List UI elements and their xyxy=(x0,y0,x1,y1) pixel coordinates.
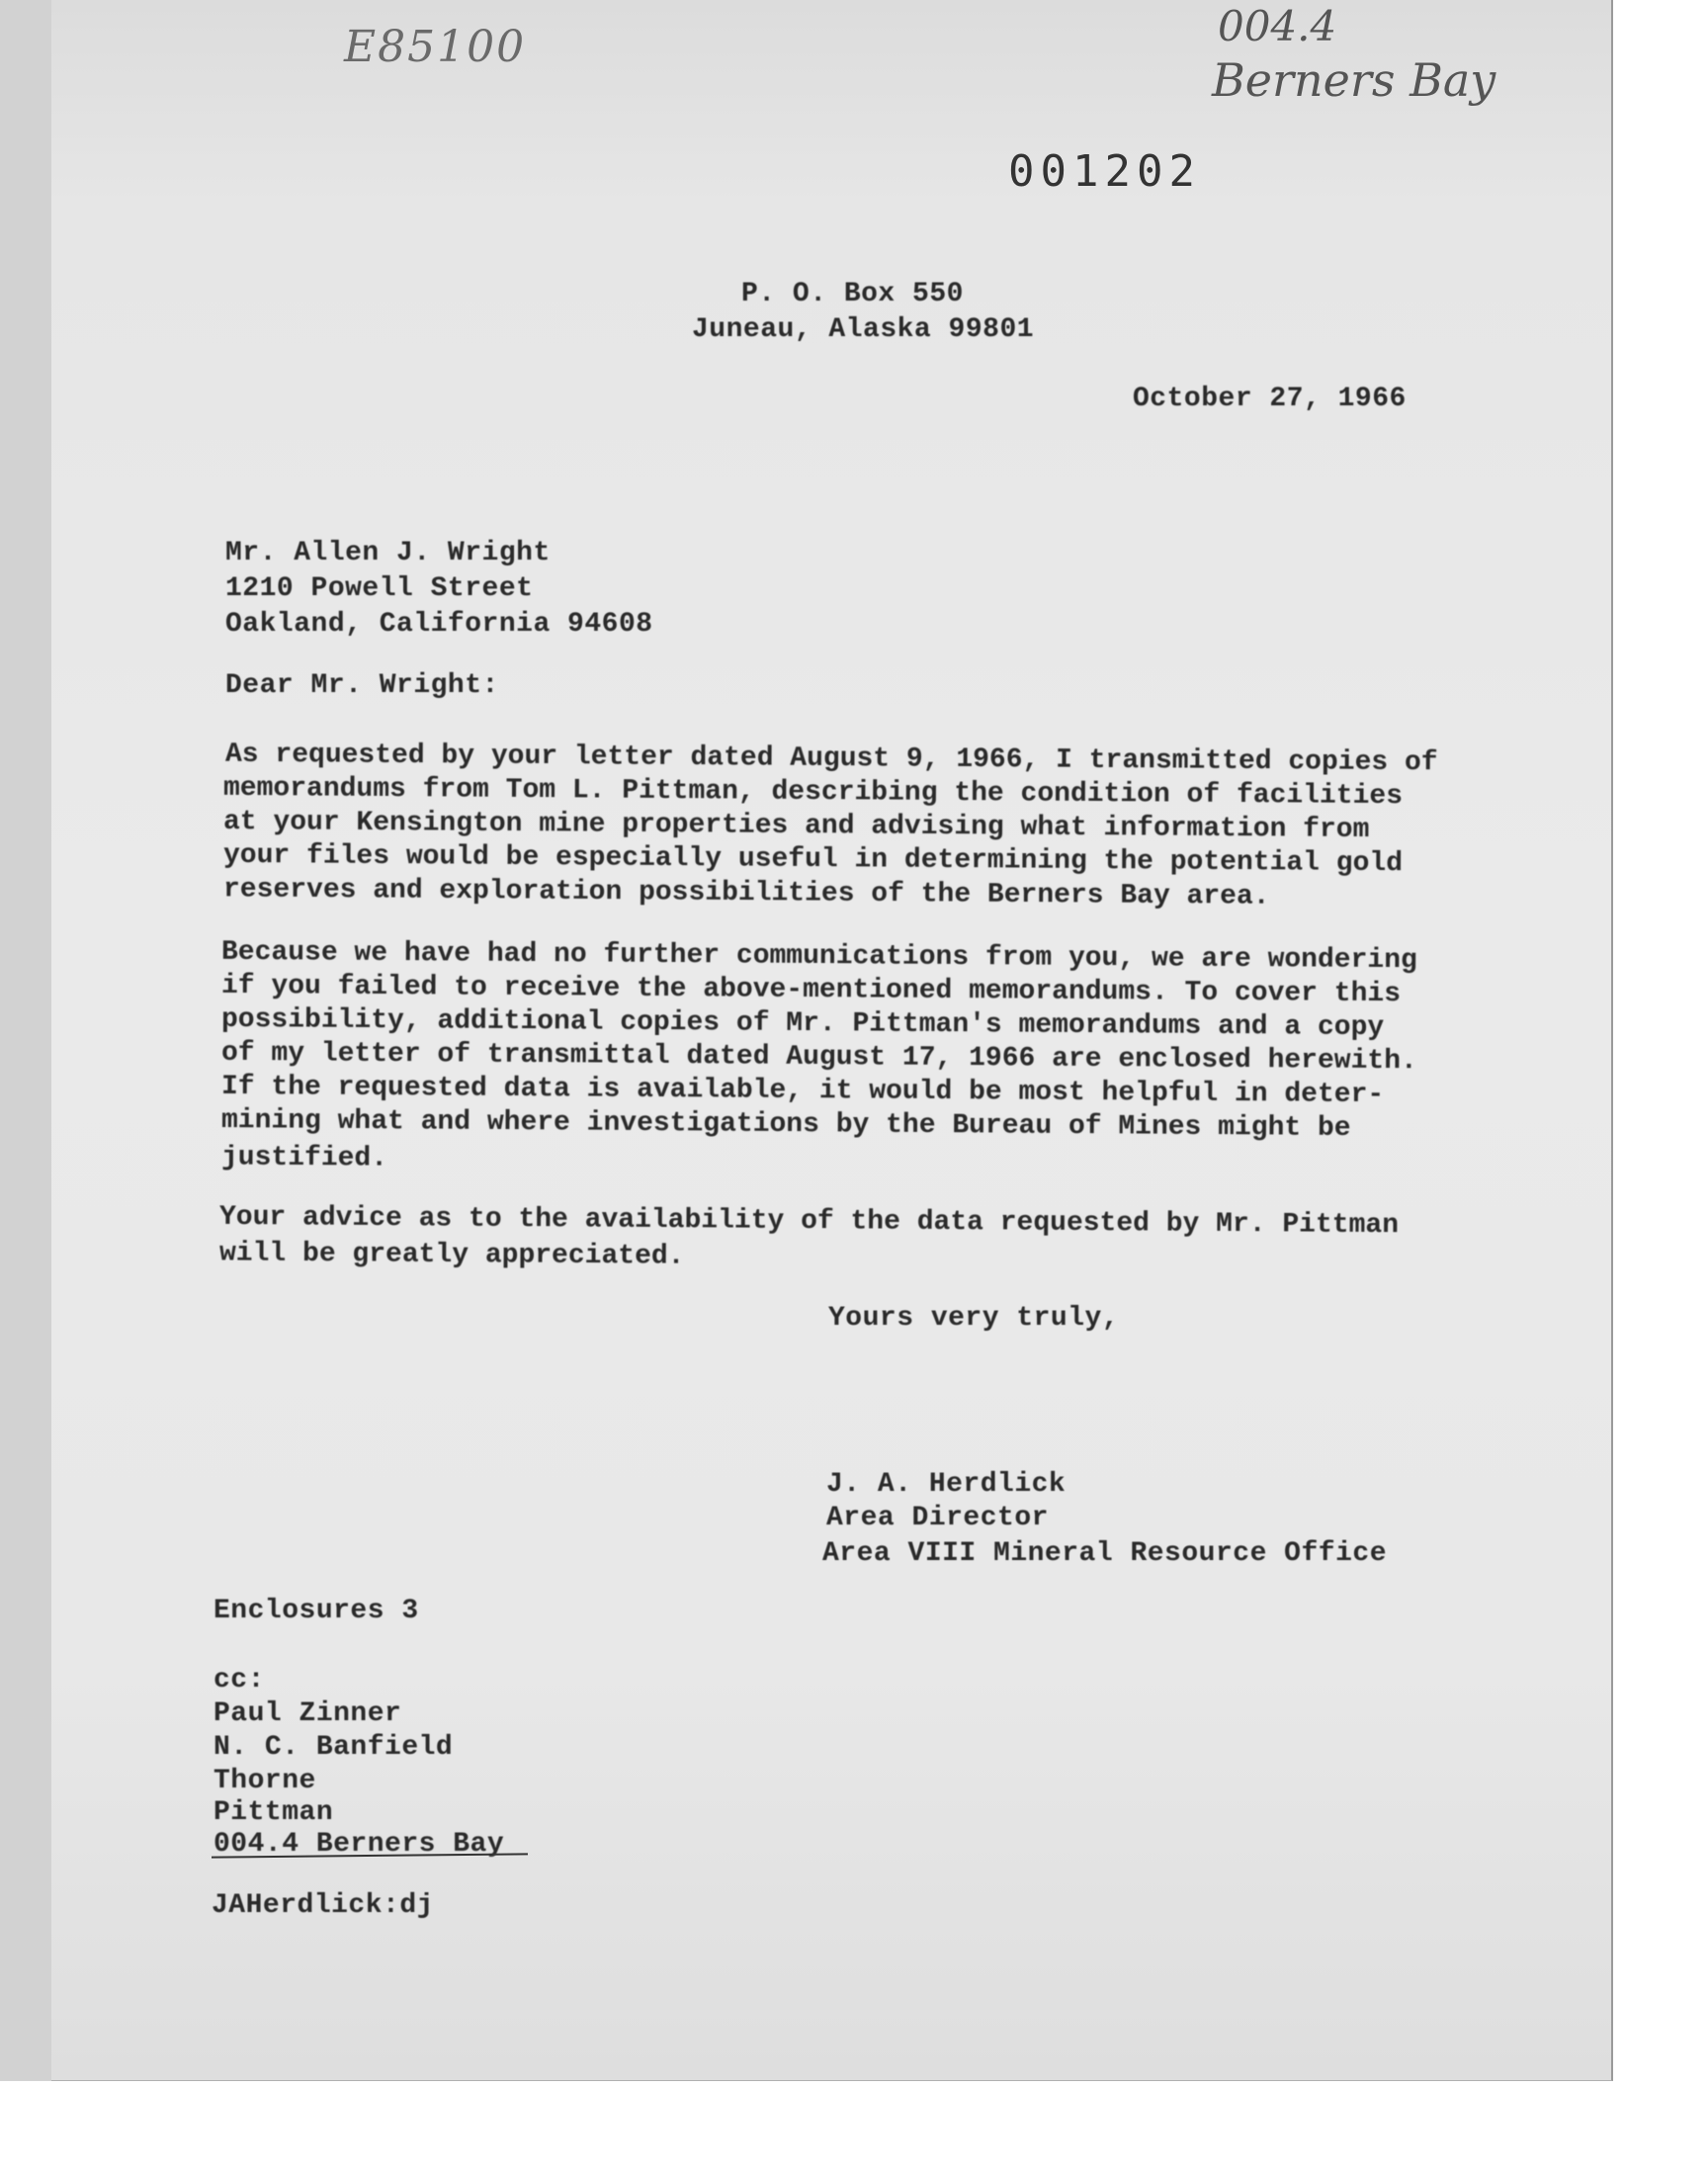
document-stamp-number: 001202 xyxy=(1008,146,1201,197)
recipient-name: Mr. Allen J. Wright xyxy=(225,538,551,568)
closing: Yours very truly, xyxy=(828,1303,1120,1334)
paragraph-1-line: at your Kensington mine properties and advising what information from xyxy=(222,806,1370,846)
paragraph-1-line: As requested by your letter dated August 9, 1966, I transmitted copies of xyxy=(224,739,1438,779)
recipient-city: Oakland, California 94608 xyxy=(225,609,653,640)
cc-label: cc: xyxy=(214,1665,265,1696)
enclosures-note: Enclosures 3 xyxy=(214,1596,419,1626)
handwritten-file-number: E85100 xyxy=(344,22,527,72)
paragraph-3-line: will be greatly appreciated. xyxy=(218,1238,685,1272)
cc-recipient: Thorne xyxy=(214,1766,316,1796)
signer-name: J. A. Herdlick xyxy=(826,1469,1067,1500)
paragraph-1-line: memorandums from Tom L. Pittman, describing the condition of facilities xyxy=(222,772,1404,813)
cc-recipient: Pittman xyxy=(214,1797,334,1828)
handwritten-file-code: 004.4 xyxy=(1218,2,1337,50)
signer-office: Area VIII Mineral Resource Office xyxy=(822,1538,1387,1569)
cc-recipient: Paul Zinner xyxy=(214,1698,402,1729)
cc-recipient: 004.4 Berners Bay xyxy=(214,1829,505,1860)
paragraph-2-line: of my letter of transmittal dated August 17, 1966 are enclosed herewith. xyxy=(220,1037,1417,1078)
handwritten-file-label: Berners Bay xyxy=(1212,53,1496,107)
paragraph-2-line: possibility, additional copies of Mr. Pittman's memorandums and a copy xyxy=(220,1003,1385,1044)
paragraph-3-line: Your advice as to the availability of the data requested by Mr. Pittman xyxy=(218,1201,1400,1242)
paragraph-2-line: mining what and where investigations by the Bureau of Mines might be xyxy=(220,1105,1351,1144)
signer-title: Area Director xyxy=(826,1503,1049,1533)
letterhead-po-box: P. O. Box 550 xyxy=(741,279,964,309)
typist-initials: JAHerdlick:dj xyxy=(212,1890,434,1921)
paragraph-1-line: your files would be especially useful in determining the potential gold xyxy=(222,839,1404,880)
cc-recipient: N. C. Banfield xyxy=(214,1732,454,1763)
paragraph-2-line: If the requested data is available, it would be most helpful in deter- xyxy=(220,1071,1385,1111)
paragraph-1-line: reserves and exploration possibilities of the Berners Bay area. xyxy=(222,874,1270,913)
paragraph-2-line: if you failed to receive the above-mentioned memorandums. To cover this xyxy=(220,970,1402,1010)
paragraph-2-line: justified. xyxy=(220,1142,388,1174)
salutation: Dear Mr. Wright: xyxy=(225,670,499,701)
paragraph-2-line: Because we have had no further communications from you, we are wondering xyxy=(220,936,1417,977)
page-shadow-edge xyxy=(0,0,55,2081)
letterhead-city: Juneau, Alaska 99801 xyxy=(692,314,1035,345)
recipient-street: 1210 Powell Street xyxy=(225,573,534,604)
letter-date: October 27, 1966 xyxy=(1133,384,1407,414)
